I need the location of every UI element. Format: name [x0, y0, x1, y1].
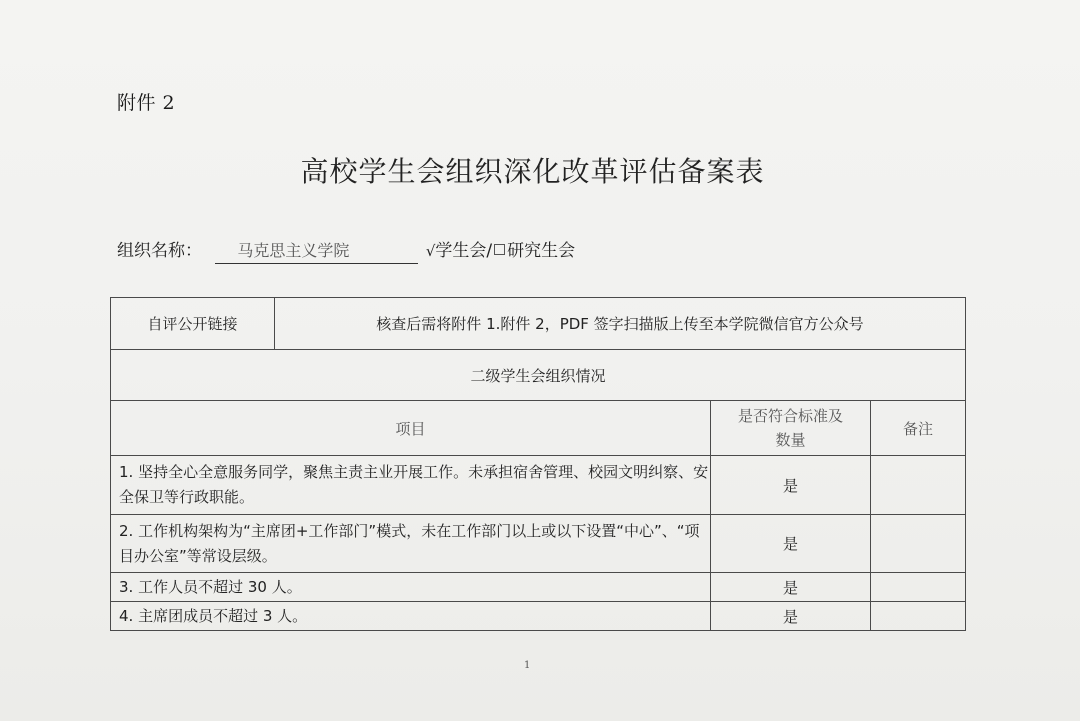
row-item-text: 3. 工作人员不超过 30 人。 [111, 573, 711, 602]
column-header-compliance-line2: 数量 [775, 431, 806, 449]
page-number: 1 [524, 660, 531, 671]
checked-box-icon: √ [425, 242, 436, 260]
table-row [111, 456, 966, 515]
header-row [111, 401, 966, 456]
unchecked-box-icon [494, 244, 505, 255]
row-item-text: 2. 工作机构架构为“主席团+工作部门”模式，未在工作部门以上或以下设置“中心”、“项目办公室”等常设层级。 [111, 515, 711, 573]
row-item-text: 1. 坚持全心全意服务同学，聚焦主责主业开展工作。未承担宿舍管理、校园文明纠察、安全保卫等行政职能。 [111, 456, 711, 515]
row-compliance: 是 [711, 456, 871, 515]
row-compliance: 是 [711, 602, 871, 631]
section-row [111, 350, 966, 401]
row-remark [871, 456, 966, 515]
document-title: 高校学生会组织深化改革评估备案表 [300, 155, 765, 188]
option-student-union: 学生会/ [435, 241, 493, 261]
self-eval-row [111, 298, 966, 350]
row-compliance: 是 [711, 573, 871, 602]
organization-line [117, 236, 575, 264]
organization-label: 组织名称： [117, 241, 202, 261]
column-header-item: 项目 [111, 401, 711, 456]
column-header-compliance [711, 401, 871, 456]
option-graduate-union: 研究生会 [507, 241, 576, 261]
row-item-text: 4. 主席团成员不超过 3 人。 [111, 602, 711, 631]
table-row [111, 573, 966, 602]
row-remark [871, 602, 966, 631]
section-title: 二级学生会组织情况 [111, 350, 966, 401]
self-eval-note: 核查后需将附件 1.附件 2，PDF 签字扫描版上传至本学院微信官方公众号 [275, 298, 966, 350]
column-header-remark: 备注 [871, 401, 966, 456]
column-header-compliance-line1: 是否符合标准及 [737, 407, 843, 425]
row-remark [871, 573, 966, 602]
organization-name-field: 马克思主义学院 [215, 238, 418, 264]
attachment-label: 附件 2 [117, 92, 176, 114]
table-row [111, 602, 966, 631]
table-row [111, 515, 966, 573]
self-eval-label: 自评公开链接 [111, 298, 275, 350]
assessment-table [110, 297, 966, 631]
row-compliance: 是 [711, 515, 871, 573]
row-remark [871, 515, 966, 573]
